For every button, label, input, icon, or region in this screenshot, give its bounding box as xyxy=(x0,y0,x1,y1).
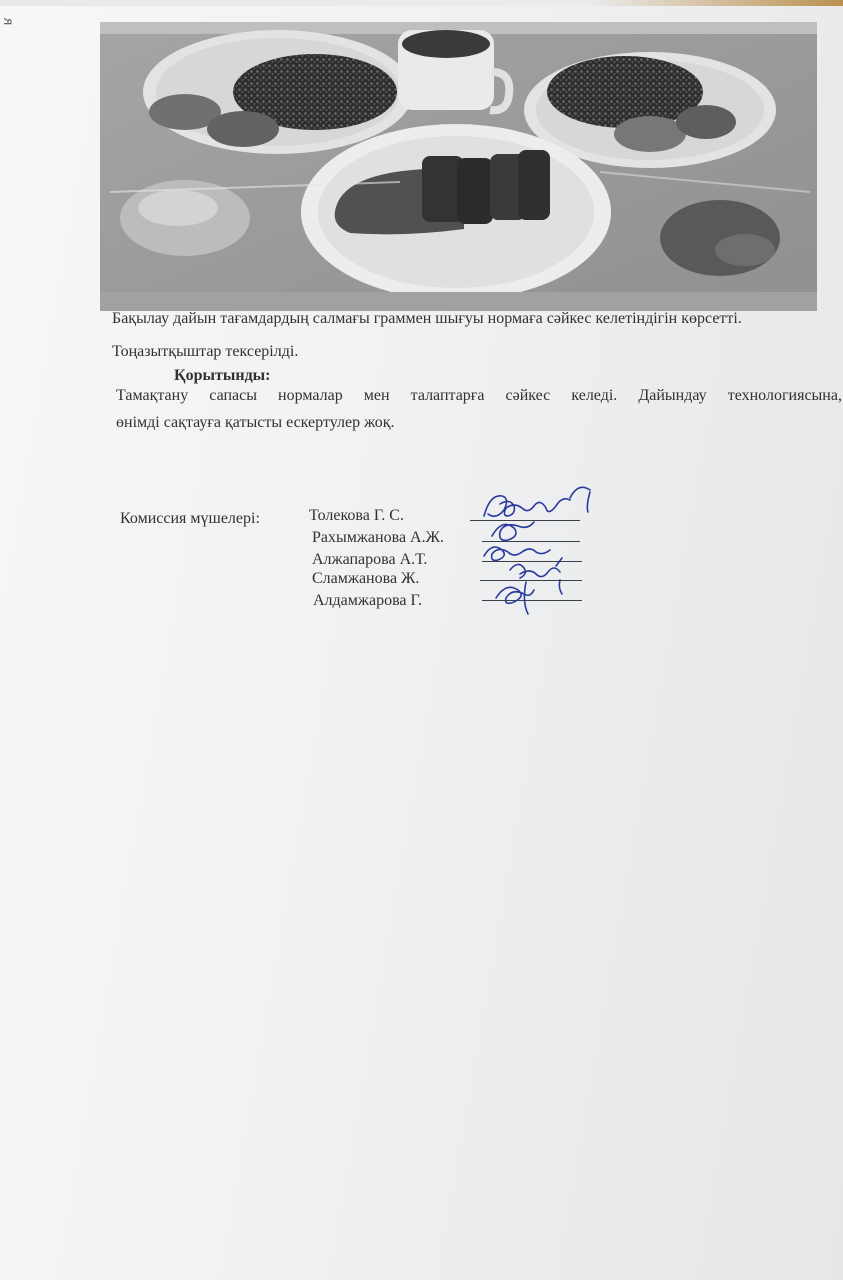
meal-tray-photo xyxy=(100,22,817,311)
page-top-edge xyxy=(0,0,843,6)
commission-label: Комиссия мүшелері: xyxy=(120,510,260,527)
conclusion-heading: Қорытынды: xyxy=(174,367,271,384)
commission-member: Алдамжарова Г. xyxy=(313,592,422,609)
conclusion-word: талаптарға xyxy=(410,387,485,404)
conclusion-line-2: өнімді сақтауға қатысты ескертулер жоқ. xyxy=(116,414,395,431)
observation-line-2: Тоңазытқыштар тексерілді. xyxy=(112,343,299,360)
conclusion-word: сапасы xyxy=(209,387,257,404)
commission-member: Сламжанова Ж. xyxy=(312,570,420,587)
conclusion-word: технологиясына, xyxy=(727,387,842,404)
food-tray-photo-icon xyxy=(100,22,817,311)
corner-mark-icon: ʁ xyxy=(0,17,16,26)
commission-member: Толекова Г. С. xyxy=(309,507,404,524)
conclusion-word: нормалар xyxy=(278,387,343,404)
observation-line-1: Бақылау дайын тағамдардың салмағы граммен шығуы нормаға сәйкес келетіндігін көрсетті. xyxy=(112,310,742,327)
conclusion-word: Тамақтану xyxy=(116,387,189,404)
conclusion-word: Дайындау xyxy=(638,387,707,404)
conclusion-word: сәйкес xyxy=(505,387,551,404)
commission-member: Алжапарова А.Т. xyxy=(312,551,428,568)
signatures-icon xyxy=(470,470,610,620)
commission-member: Рахымжанова А.Ж. xyxy=(312,529,444,546)
conclusion-word: келеді. xyxy=(571,387,618,404)
conclusion-line-1 xyxy=(116,386,842,406)
conclusion-word: мен xyxy=(363,387,390,404)
